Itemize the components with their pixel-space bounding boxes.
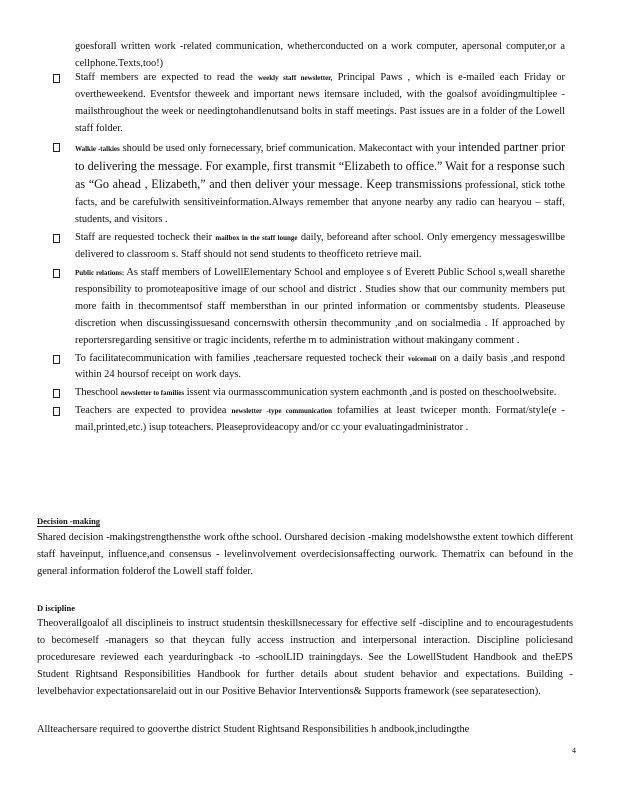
bullet-text: As staff members of LowellElementary School and employee s of Everett Public School s,weall sharethe responsibility to promoteapositive image of our school and district . Studies show that our community members put more faith in thecommentsof staff membersthan in our printed information or commentsby students. Pleaseuse discretion when discussingissuesand concernswith othersin thecommunity ,and on socialmedia . If approached by reportersregarding sensitive or tragic incidents, referthe m to administration without makingany comment . [75, 266, 565, 346]
bullet-text: Theschool [75, 387, 121, 399]
bullet-text: should be used only fornecessary, brief communication. Makecontact with your [119, 142, 459, 154]
decision-making-heading: Decision -making [37, 516, 101, 526]
bullet-text: Staff members are expected to read the [75, 72, 258, 83]
bullet-item [53, 385, 565, 402]
bullet-text: issent via ourmasscommunication system eachmonth ,and is posted on theschoolwebsite. [184, 387, 557, 399]
communication-bullet-list [53, 70, 565, 438]
checkbox-bullet-icon [53, 269, 60, 278]
discipline-heading: D iscipline [37, 603, 76, 613]
bullet-item [53, 265, 565, 350]
bullet-text: Principal Paws , which is e-mailed each Friday or overtheweekend. Eventsfor theweek and important news itemsare included, with the goalsof avoidingmultiplee -mailsthroughout the week or needingtohandlenutsand bolts in staff meetings. Past issues are in a folder of the Lowell staff folder. [75, 72, 565, 134]
rights-responsibilities-line: Allteachersare required to gooverthe district Student Rightsand Responsibilities h andbook,includingthe [37, 724, 470, 735]
decision-making-body: Shared decision -makingstrengthensthe work ofthe school. Ourshared decision -making modelshowsthe extent towhich different staff haveinput, influence,and consensus - levelinvolvement overdecisionsaffecting ourwork. Thematrix can befound in the general information folderof the Lowell staff folder. [37, 532, 573, 577]
bullet-text: tofamilies at least twiceper month. Format/style(e -mail,printed,etc.) isup toteachers. Pleaseprovideacopy and/or cc your evaluatingadministrator . [75, 405, 565, 434]
page-number: 4 [572, 746, 576, 755]
bullet-item [53, 70, 565, 138]
checkbox-bullet-icon [53, 389, 60, 398]
bullet-text: on a daily basis ,and respond within 24 hoursof receipt on work days. [75, 352, 565, 381]
bullet-keyword: newsletter to families [120, 389, 185, 398]
bullet-keyword: Walkie -talkies [75, 144, 120, 153]
bullet-item [53, 230, 565, 264]
bullet-keyword: mailbox in the staff lounge [215, 234, 298, 243]
bullet-text: professional, stick tothe facts, and be carefulwith sensitiveinformation.Always remember that anyone nearby any radio can hearyou – staff, students, and visitors . [75, 180, 565, 226]
intro-continuation: goesforall written work -related communication, whetherconducted on a work computer, apersonal computer,or a cellphone.Texts,too!) [75, 41, 565, 69]
checkbox-bullet-icon [53, 143, 60, 152]
bullet-text: Staff are requested tocheck their [75, 232, 216, 244]
bullet-keyword: Public relations: [75, 268, 125, 277]
checkbox-bullet-icon [53, 355, 60, 364]
discipline-body: Theoverallgoalof all disciplineis to instruct studentsin theskillsnecessary for effective self -discipline and to encouragestudents to becomeself -managers so that theycan fully access instruction and interpersonal interaction. Discipline policiesand proceduresare reviewed each yearduringback -to -schoolLID trainingdays. See the LowellStudent Handbook and theEPS Student Rightsand Responsibilities Handbook for further details about student behavior and expectations. Building -levelbehavior expectationsarelaid out in our Positive Behavior Interventions& Supports framework (see separatesection). [37, 618, 573, 697]
checkbox-bullet-icon [53, 407, 60, 416]
bullet-item [53, 139, 565, 230]
bullet-keyword: newsletter -type communication [231, 407, 333, 416]
bullet-item [53, 403, 565, 437]
checkbox-bullet-icon [53, 234, 60, 243]
bullet-text: intended partner prior to delivering the message. For example, first transmit “Elizabeth to office.” Wait for a response such as “Go ahead , Elizabeth,” and then deliver your message. Keep transmissions [75, 139, 566, 192]
bullet-text: Teachers are expected to providea [75, 405, 232, 417]
checkbox-bullet-icon [53, 74, 60, 83]
bullet-item [53, 351, 565, 385]
bullet-text: daily, beforeand after school. Only emergency messageswillbe delivered to classroom s. Staff should not send students to theofficeto retrieve mail. [75, 232, 565, 261]
bullet-text: To facilitatecommunication with families ,teachersare requested tocheck their [75, 352, 408, 364]
bullet-keyword: weekly staff newsletter, [257, 74, 333, 82]
bullet-keyword: voicemail [407, 354, 437, 363]
